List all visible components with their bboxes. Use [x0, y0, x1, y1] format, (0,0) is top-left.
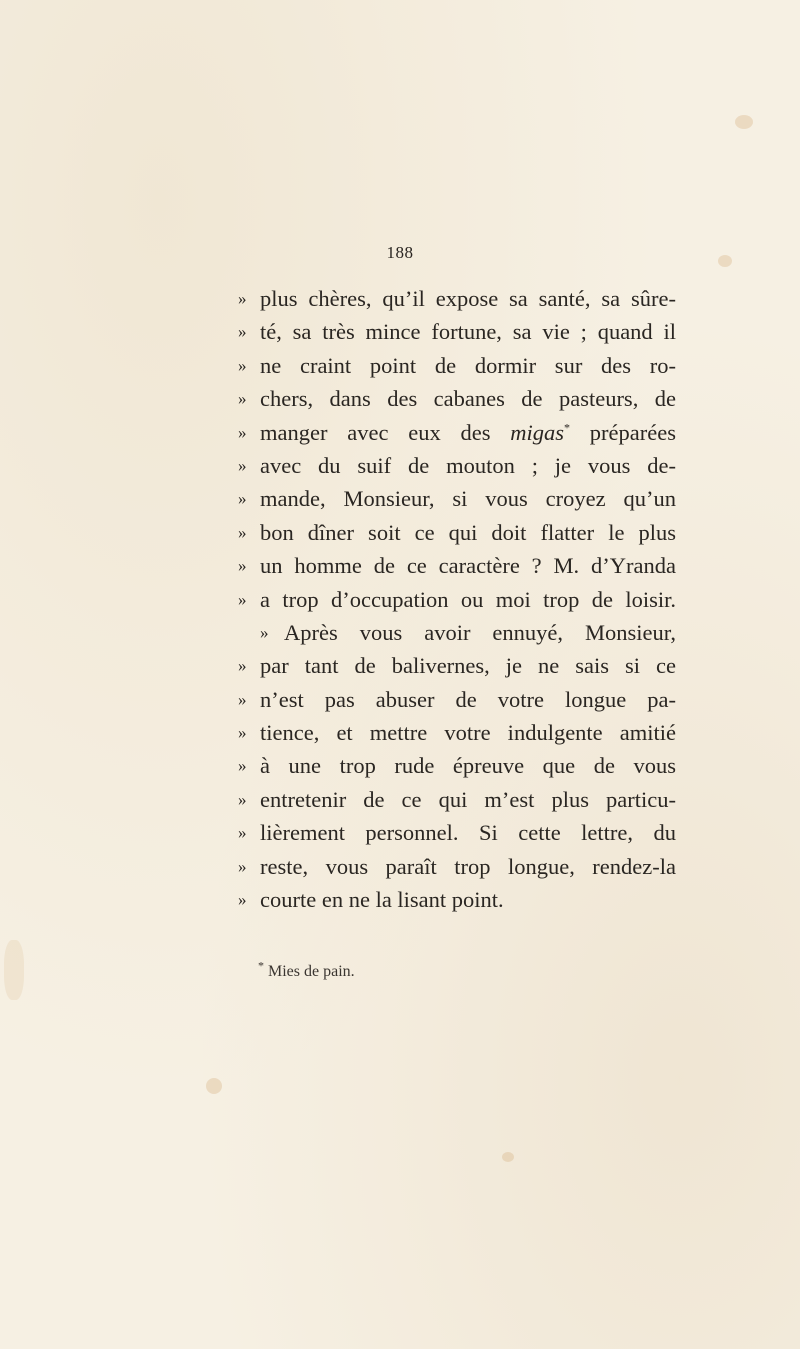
- paper-stain: [735, 115, 753, 129]
- text-line: [238, 583, 676, 616]
- text-line-paragraph-start: [238, 616, 676, 649]
- line-text: bon dîner soit ce qui doit flatter le plus: [260, 519, 676, 545]
- line-text: courte en ne la lisant point.: [260, 887, 504, 913]
- line-text: n’est pas abuser de votre longue pa-: [260, 686, 676, 712]
- text-line: [238, 282, 676, 315]
- page-number: 188: [386, 243, 414, 262]
- footnote-marker: *: [258, 958, 264, 973]
- quote-mark: »: [238, 556, 247, 576]
- quote-mark: »: [238, 656, 247, 676]
- text-line: [238, 716, 676, 749]
- quote-mark: »: [260, 622, 269, 642]
- text-line: [238, 449, 676, 482]
- quote-mark: »: [238, 422, 247, 442]
- line-text: a trop d’occupation ou moi trop de loisir.: [260, 586, 676, 612]
- text-line: [238, 416, 676, 449]
- text-line: [238, 649, 676, 682]
- line-text: reste, vous paraît trop longue, rendez-la: [260, 853, 676, 879]
- line-text: Après vous avoir ennuyé, Monsieur,: [284, 619, 676, 645]
- quote-mark: »: [238, 355, 247, 375]
- text-line: [238, 516, 676, 549]
- paper-stain: [206, 1078, 222, 1094]
- line-text: mande, Monsieur, si vous croyez qu’un: [260, 486, 676, 512]
- paper-stain: [502, 1152, 514, 1162]
- paper-stain: [4, 940, 24, 1000]
- text-line: [238, 683, 676, 716]
- quote-mark: »: [238, 522, 247, 542]
- quote-mark: »: [238, 589, 247, 609]
- footnote: [258, 958, 355, 981]
- text-line-last: [238, 883, 676, 916]
- line-text: ne craint point de dormir sur des ro-: [260, 352, 676, 378]
- letter-text-block: [238, 282, 676, 916]
- line-text: tience, et mettre votre indulgente amitié: [260, 720, 676, 746]
- line-text: par tant de balivernes, je ne sais si ce: [260, 653, 676, 679]
- quote-mark: »: [238, 689, 247, 709]
- quote-mark: »: [238, 489, 247, 509]
- footnote-text: Mies de pain.: [268, 963, 355, 980]
- line-text: avec du suif de mouton ; je vous de-: [260, 452, 676, 478]
- quote-mark: »: [238, 389, 247, 409]
- line-text: [260, 416, 676, 449]
- quote-mark: »: [238, 823, 247, 843]
- italic-word: migas: [510, 419, 565, 445]
- quote-mark: »: [238, 322, 247, 342]
- text-line: [238, 749, 676, 782]
- line-text: entretenir de ce qui m’est plus particu-: [260, 786, 676, 812]
- quote-mark: »: [238, 890, 247, 910]
- quote-mark: »: [238, 289, 247, 308]
- line-text-after: préparées: [570, 419, 676, 445]
- text-line: [238, 816, 676, 849]
- line-text: plus chères, qu’il expose sa santé, sa sûre-: [260, 286, 676, 311]
- line-text: lièrement personnel. Si cette lettre, du: [260, 820, 676, 846]
- text-line: [238, 850, 676, 883]
- line-text-before: manger avec eux des: [260, 419, 511, 445]
- line-text: un homme de ce caractère ? M. d’Yranda: [260, 553, 676, 579]
- text-line: [238, 349, 676, 382]
- text-line: [238, 783, 676, 816]
- line-text: chers, dans des cabanes de pasteurs, de: [260, 386, 676, 412]
- text-line: [238, 382, 676, 415]
- line-text: à une trop rude épreuve que de vous: [260, 753, 676, 779]
- text-line: [238, 549, 676, 582]
- quote-mark: »: [238, 455, 247, 475]
- quote-mark: »: [238, 756, 247, 776]
- footnote-marker: *: [564, 420, 571, 435]
- line-text: té, sa très mince fortune, sa vie ; quand il: [260, 319, 676, 345]
- text-line: [238, 482, 676, 515]
- quote-mark: »: [238, 789, 247, 809]
- text-line: [238, 315, 676, 348]
- quote-mark: »: [238, 856, 247, 876]
- quote-mark: »: [238, 723, 247, 743]
